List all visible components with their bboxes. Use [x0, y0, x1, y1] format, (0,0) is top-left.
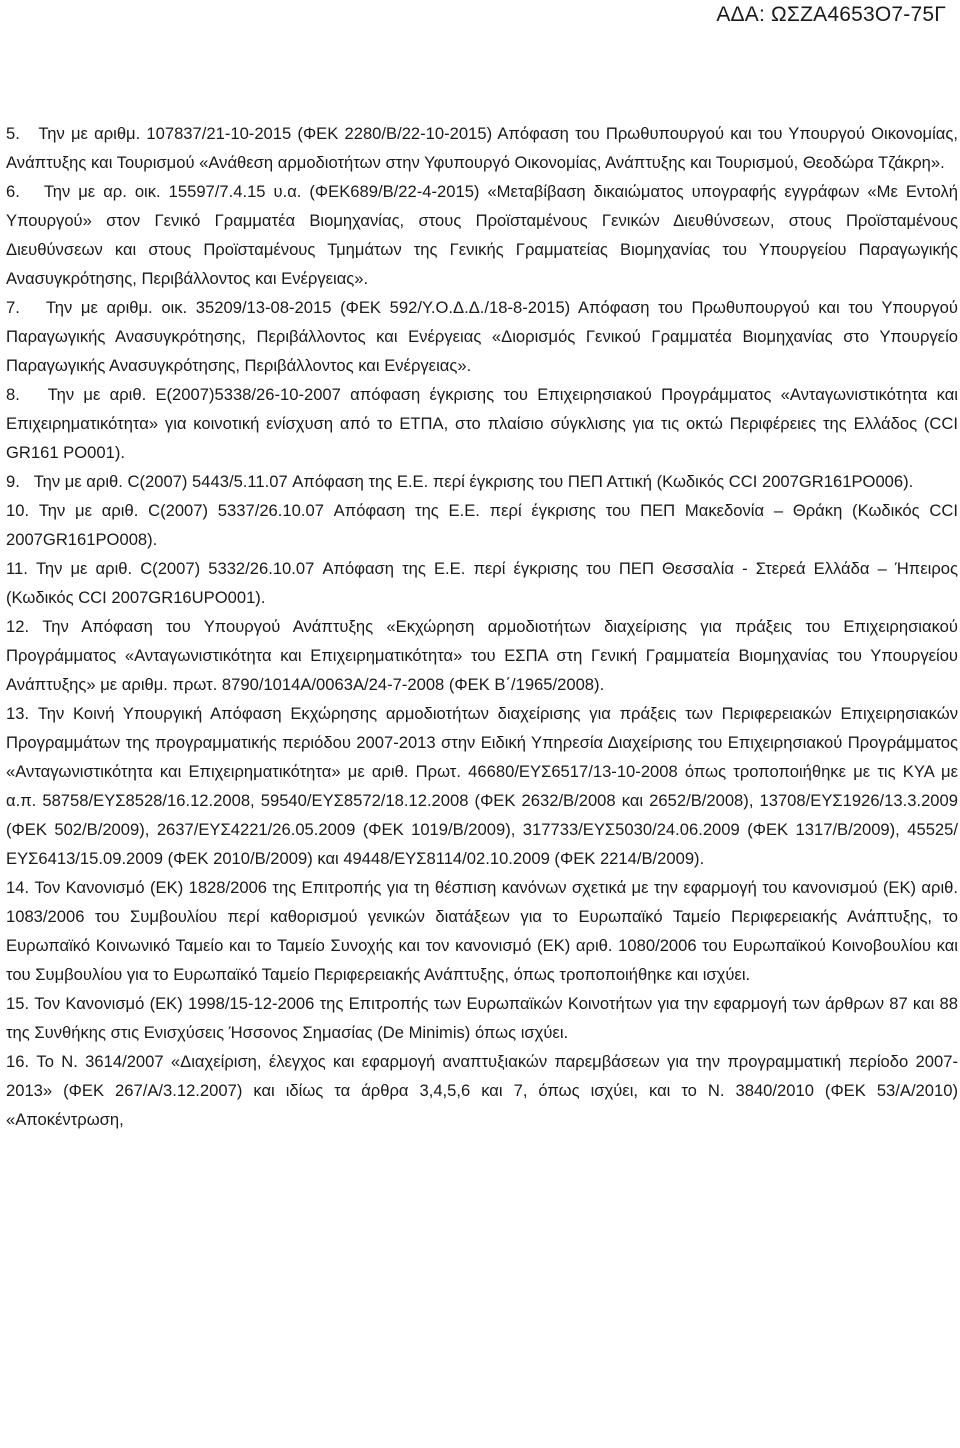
item-number: 9. — [6, 472, 20, 491]
list-item — [6, 380, 958, 467]
item-number: 10. — [6, 501, 30, 520]
list-item — [6, 1047, 958, 1134]
list-item — [6, 873, 958, 989]
item-number: 6. — [6, 182, 20, 201]
list-item — [6, 496, 958, 554]
list-item — [6, 699, 958, 873]
list-item — [6, 612, 958, 699]
item-text: Την με αριθ. C(2007) 5337/26.10.07 Απόφαση της Ε.Ε. περί έγκρισης του ΠΕΠ Μακεδονία – Θράκη (Κωδικός CCI 2007GR161PO008). — [6, 501, 958, 549]
item-text: Την με αριθμ. οικ. 35209/13-08-2015 (ΦΕΚ 592/Υ.Ο.Δ.Δ./18-8-2015) Απόφαση του Πρωθυπουργού και του Υπουργού Παραγωγικής Ανασυγκρότησης, Περιβάλλοντος και Ενέργειας «Διορισμός Γενικού Γραμματέα Βιομηχανίας στο Υπουργείο Παραγωγικής Ανασυγκρότησης, Περιβάλλοντος και Ενέργειας». — [6, 298, 958, 375]
list-item — [6, 119, 958, 177]
item-text: Το Ν. 3614/2007 «Διαχείριση, έλεγχος και εφαρμογή αναπτυξιακών παρεμβάσεων για την προγραμματική περίοδο 2007-2013» (ΦΕΚ 267/Α/3.12.2007) και ιδίως τα άρθρα 3,4,5,6 και 7, όπως ισχύει, και το Ν. 3840/2010 (ΦΕΚ 53/Α/2010) «Αποκέντρωση, — [6, 1052, 958, 1129]
item-number: 13. — [6, 704, 30, 723]
list-item — [6, 467, 958, 496]
item-text: Τον Κανονισμό (ΕΚ) 1828/2006 της Επιτροπής για τη θέσπιση κανόνων σχετικά με την εφαρμογή του κανονισμού (ΕΚ) αριθ. 1083/2006 του Συμβουλίου περί καθορισμού γενικών διατάξεων για το Ευρωπαϊκό Ταμείο Περιφερειακής Ανάπτυξης, το Ευρωπαϊκό Κοινωνικό Ταμείο και το Ταμείο Συνοχής και τον κανονισμό (ΕΚ) αριθ. 1080/2006 του Ευρωπαϊκού Κοινοβουλίου και του Συμβουλίου για το Ευρωπαϊκό Ταμείο Περιφερειακής Ανάπτυξης, όπως τροποποιήθηκε και ισχύει. — [6, 878, 958, 984]
item-text: Την με αριθμ. 107837/21-10-2015 (ΦΕΚ 2280/Β/22-10-2015) Απόφαση του Πρωθυπουργού και του Υπουργού Οικονομίας, Ανάπτυξης και Τουρισμού «Ανάθεση αρμοδιοτήτων στην Υφυπουργό Οικονομίας, Ανάπτυξης και Τουρισμού, Θεοδώρα Τζάκρη». — [6, 124, 958, 172]
item-text: Την με αριθ. Ε(2007)5338/26-10-2007 απόφαση έγκρισης του Επιχειρησιακού Προγράμματος «Ανταγωνιστικότητα και Επιχειρηματικότητα» για κοινοτική ενίσχυση από το ΕΤΠΑ, στο πλαίσιο σύγκλισης για τις οκτώ Περιφέρειες της Ελλάδος (CCI GR161 PO001). — [6, 385, 958, 462]
item-number: 5. — [6, 124, 20, 143]
ada-code: ΑΔΑ: ΩΣΖΑ4653Ο7-75Γ — [716, 3, 946, 26]
list-item — [6, 293, 958, 380]
list-item — [6, 554, 958, 612]
item-number: 8. — [6, 385, 20, 404]
item-text: Τον Κανονισμό (ΕΚ) 1998/15-12-2006 της Επιτροπής των Ευρωπαϊκών Κοινοτήτων για την εφαρμογή των άρθρων 87 και 88 της Συνθήκης στις Ενισχύσεις Ήσσονος Σημασίας (De Minimis) όπως ισχύει. — [6, 994, 958, 1042]
item-text: Την με αριθ. C(2007) 5443/5.11.07 Απόφαση της Ε.Ε. περί έγκρισης του ΠΕΠ Αττική (Κωδικός CCI 2007GR161PO006). — [33, 472, 914, 491]
item-text: Την με αρ. οικ. 15597/7.4.15 υ.α. (ΦΕΚ689/Β/22-4-2015) «Μεταβίβαση δικαιώματος υπογραφής εγγράφων «Με Εντολή Υπουργού» στον Γενικό Γραμματέα Βιομηχανίας, στους Προϊσταμένους Γενικών Διευθύνσεων, στους Προϊσταμένους Διευθύνσεων και στους Προϊσταμένους Τμημάτων της Γενικής Γραμματείας Βιομηχανίας του Υπουργείου Παραγωγικής Ανασυγκρότησης, Περιβάλλοντος και Ενέργειας». — [6, 182, 958, 288]
document-body — [6, 119, 958, 1134]
item-number: 11. — [6, 559, 28, 578]
item-number: 7. — [6, 298, 20, 317]
item-number: 15. — [6, 994, 30, 1013]
item-text: Την Κοινή Υπουργική Απόφαση Εκχώρησης αρμοδιοτήτων διαχείρισης για πράξεις των Περιφερειακών Επιχειρησιακών Προγραμμάτων της προγραμματικής περιόδου 2007-2013 στην Ειδική Υπηρεσία Διαχείρισης του Επιχειρησιακού Προγράμματος «Ανταγωνιστικότητα και Επιχειρηματικότητα» με αριθ. Πρωτ. 46680/ΕΥΣ6517/13-10-2008 όπως τροποποιήθηκε με τις ΚΥΑ με α.π. 58758/ΕΥΣ8528/16.12.2008, 59540/ΕΥΣ8572/18.12.2008 (ΦΕΚ 2632/Β/2008 και 2652/Β/2008), 13708/ΕΥΣ1926/13.3.2009 (ΦΕΚ 502/Β/2009), 2637/ΕΥΣ4221/26.05.2009 (ΦΕΚ 1019/Β/2009), 317733/ΕΥΣ5030/24.06.2009 (ΦΕΚ 1317/Β/2009), 45525/ΕΥΣ6413/15.09.2009 (ΦΕΚ 2010/Β/2009) και 49448/ΕΥΣ8114/02.10.2009 (ΦΕΚ 2214/Β/2009). — [6, 704, 958, 868]
list-item — [6, 989, 958, 1047]
item-text: Την Απόφαση του Υπουργού Ανάπτυξης «Εκχώρηση αρμοδιοτήτων διαχείρισης για πράξεις του Επιχειρησιακού Προγράμματος «Ανταγωνιστικότητα και Επιχειρηματικότητα» του ΕΣΠΑ στη Γενική Γραμματεία Βιομηχανίας του Υπουργείου Ανάπτυξης» με αριθμ. πρωτ. 8790/1014Α/0063Α/24-7-2008 (ΦΕΚ Β΄/1965/2008). — [6, 617, 958, 694]
item-number: 14. — [6, 878, 30, 897]
item-number: 16. — [6, 1052, 30, 1071]
item-number: 12. — [6, 617, 30, 636]
list-item — [6, 177, 958, 293]
item-text: Την με αριθ. C(2007) 5332/26.10.07 Απόφαση της Ε.Ε. περί έγκρισης του ΠΕΠ Θεσσαλία - Στερεά Ελλάδα – Ήπειρος (Κωδικός CCI 2007GR16UPO001). — [6, 559, 958, 607]
